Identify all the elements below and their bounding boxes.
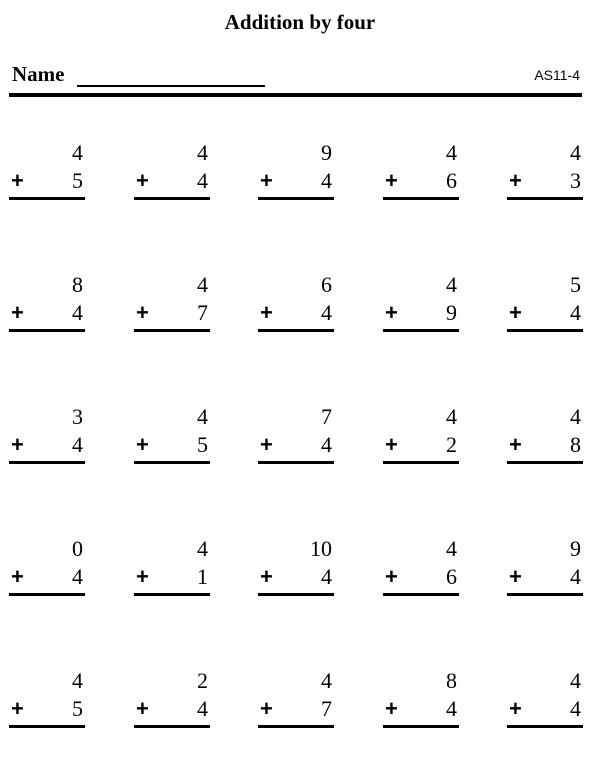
problem-3-4 <box>383 404 459 474</box>
plus-sign: + <box>136 300 149 325</box>
problem-1-4 <box>383 140 459 210</box>
answer-line <box>9 725 85 728</box>
addend-top: 4 <box>446 272 457 297</box>
problem-3-2 <box>134 404 210 474</box>
answer-line <box>9 197 85 200</box>
name-row <box>12 62 582 90</box>
addend-bottom: 4 <box>197 168 208 193</box>
answer-line <box>507 461 583 464</box>
plus-sign: + <box>385 432 398 457</box>
addend-bottom: 5 <box>72 168 83 193</box>
addend-top: 4 <box>197 140 208 165</box>
problem-5-1 <box>9 668 85 738</box>
plus-sign: + <box>509 696 522 721</box>
plus-sign: + <box>136 168 149 193</box>
addend-bottom: 1 <box>197 564 208 589</box>
addend-top: 9 <box>570 536 581 561</box>
answer-line <box>383 725 459 728</box>
plus-sign: + <box>260 432 273 457</box>
addend-top: 3 <box>72 404 83 429</box>
plus-sign: + <box>260 564 273 589</box>
problem-4-5 <box>507 536 583 606</box>
problem-4-3 <box>258 536 334 606</box>
plus-sign: + <box>509 300 522 325</box>
addend-bottom: 4 <box>321 168 332 193</box>
problem-2-3 <box>258 272 334 342</box>
addend-top: 0 <box>72 536 83 561</box>
problem-5-5 <box>507 668 583 738</box>
problem-1-3 <box>258 140 334 210</box>
addend-top: 4 <box>197 404 208 429</box>
addend-bottom: 9 <box>446 300 457 325</box>
answer-line <box>258 593 334 596</box>
problem-2-5 <box>507 272 583 342</box>
answer-line <box>134 725 210 728</box>
plus-sign: + <box>136 432 149 457</box>
answer-line <box>258 461 334 464</box>
problem-3-5 <box>507 404 583 474</box>
name-blank-line <box>77 85 265 87</box>
problem-1-5 <box>507 140 583 210</box>
name-label: Name <box>12 62 65 86</box>
addend-bottom: 3 <box>570 168 581 193</box>
addend-bottom: 4 <box>72 432 83 457</box>
addend-top: 2 <box>197 668 208 693</box>
addend-bottom: 7 <box>197 300 208 325</box>
header-rule <box>9 93 582 97</box>
addend-top: 8 <box>72 272 83 297</box>
addend-top: 4 <box>72 668 83 693</box>
problem-3-1 <box>9 404 85 474</box>
problem-1-1 <box>9 140 85 210</box>
addend-top: 4 <box>321 668 332 693</box>
answer-line <box>9 461 85 464</box>
worksheet-title: Addition by four <box>224 10 376 34</box>
worksheet-code: AS11-4 <box>534 67 580 83</box>
answer-line <box>383 329 459 332</box>
addend-top: 8 <box>446 668 457 693</box>
addend-bottom: 4 <box>321 300 332 325</box>
addend-top: 4 <box>570 404 581 429</box>
addend-bottom: 6 <box>446 168 457 193</box>
plus-sign: + <box>136 564 149 589</box>
plus-sign: + <box>509 432 522 457</box>
addend-bottom: 6 <box>446 564 457 589</box>
answer-line <box>383 593 459 596</box>
problem-5-4 <box>383 668 459 738</box>
answer-line <box>258 197 334 200</box>
plus-sign: + <box>11 432 24 457</box>
addend-bottom: 4 <box>72 564 83 589</box>
addend-top: 9 <box>321 140 332 165</box>
addend-bottom: 4 <box>197 696 208 721</box>
plus-sign: + <box>260 168 273 193</box>
answer-line <box>507 329 583 332</box>
problem-1-2 <box>134 140 210 210</box>
plus-sign: + <box>385 168 398 193</box>
problem-2-2 <box>134 272 210 342</box>
addend-bottom: 7 <box>321 696 332 721</box>
problem-4-1 <box>9 536 85 606</box>
plus-sign: + <box>509 564 522 589</box>
answer-line <box>507 197 583 200</box>
problem-5-3 <box>258 668 334 738</box>
addend-bottom: 4 <box>321 564 332 589</box>
plus-sign: + <box>385 696 398 721</box>
plus-sign: + <box>385 300 398 325</box>
answer-line <box>9 593 85 596</box>
addend-top: 5 <box>570 272 581 297</box>
answer-line <box>383 461 459 464</box>
addend-bottom: 4 <box>570 300 581 325</box>
addend-bottom: 5 <box>72 696 83 721</box>
plus-sign: + <box>11 564 24 589</box>
plus-sign: + <box>260 696 273 721</box>
addend-top: 4 <box>570 140 581 165</box>
addend-bottom: 4 <box>72 300 83 325</box>
addend-bottom: 5 <box>197 432 208 457</box>
addend-bottom: 8 <box>570 432 581 457</box>
addend-top: 10 <box>310 536 332 561</box>
addend-top: 4 <box>446 140 457 165</box>
plus-sign: + <box>385 564 398 589</box>
addend-top: 4 <box>197 536 208 561</box>
problem-2-4 <box>383 272 459 342</box>
answer-line <box>383 197 459 200</box>
answer-line <box>507 725 583 728</box>
addend-top: 4 <box>570 668 581 693</box>
plus-sign: + <box>136 696 149 721</box>
addend-top: 4 <box>446 404 457 429</box>
answer-line <box>258 329 334 332</box>
answer-line <box>134 329 210 332</box>
answer-line <box>134 461 210 464</box>
addend-bottom: 4 <box>570 696 581 721</box>
plus-sign: + <box>11 696 24 721</box>
plus-sign: + <box>11 168 24 193</box>
answer-line <box>134 197 210 200</box>
addend-top: 7 <box>321 404 332 429</box>
problem-5-2 <box>134 668 210 738</box>
plus-sign: + <box>260 300 273 325</box>
plus-sign: + <box>509 168 522 193</box>
answer-line <box>258 725 334 728</box>
problem-4-4 <box>383 536 459 606</box>
addend-bottom: 4 <box>570 564 581 589</box>
answer-line <box>134 593 210 596</box>
problem-3-3 <box>258 404 334 474</box>
problem-4-2 <box>134 536 210 606</box>
addend-top: 4 <box>72 140 83 165</box>
addend-bottom: 2 <box>446 432 457 457</box>
problem-2-1 <box>9 272 85 342</box>
addend-top: 4 <box>197 272 208 297</box>
addend-bottom: 4 <box>446 696 457 721</box>
plus-sign: + <box>11 300 24 325</box>
addend-bottom: 4 <box>321 432 332 457</box>
answer-line <box>9 329 85 332</box>
addend-top: 4 <box>446 536 457 561</box>
answer-line <box>507 593 583 596</box>
addend-top: 6 <box>321 272 332 297</box>
